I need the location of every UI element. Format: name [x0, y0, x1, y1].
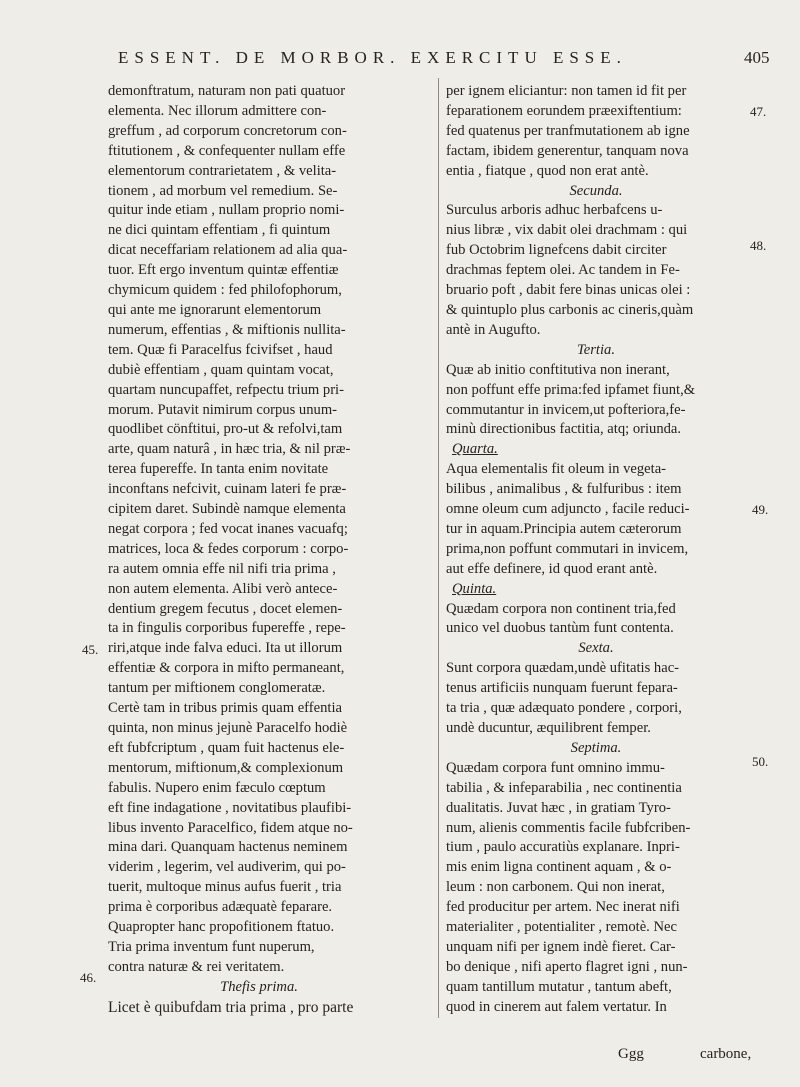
- text-line: tuor. Eft ergo inventum quintæ effentiæ: [108, 262, 339, 279]
- text-line: chymicum quidem : fed philofophorum,: [108, 282, 342, 299]
- section-heading: Secunda.: [569, 182, 623, 199]
- text-line: tium , paulo accuratiùs explanare. Inpri-: [446, 839, 680, 856]
- margin-number: 50.: [752, 754, 769, 769]
- text-line: drachmas feptem olei. Ac tandem in Fe-: [446, 262, 680, 279]
- text-line: ne dici quintam effentiam , fi quintum: [108, 222, 331, 239]
- text-line: elementa. Nec illorum admittere con-: [108, 102, 327, 119]
- text-line: ftitutionem , & confequenter nullam effe: [108, 142, 346, 159]
- section-heading: Quinta.: [452, 580, 497, 597]
- text-line: & quintuplo plus carbonis ac cineris,quàm: [446, 301, 694, 318]
- text-line: tenus artificiis nunquam fuerunt fepara-: [446, 680, 678, 697]
- text-line: inconftans nefcivit, cuinam lateri fe præ-: [108, 481, 347, 498]
- text-line: materialiter , potentialiter , remotè. Nec: [446, 919, 677, 936]
- margin-number: 46.: [80, 970, 97, 985]
- text-line: riri,atque inde falva educi. Ita ut illorum: [108, 640, 343, 657]
- column-divider: [438, 78, 439, 1018]
- margin-number: 49.: [752, 502, 769, 517]
- text-line: unico vel duobus tantùm funt contenta.: [446, 620, 674, 637]
- text-line: quartam nuncupaffet, refpectu trium pri-: [108, 381, 344, 398]
- page-number: 405: [744, 48, 770, 67]
- text-line: tur in aquam.Principia autem cæterorum: [446, 520, 682, 537]
- section-heading: Sexta.: [578, 640, 614, 657]
- text-line: ta in fingulis corporibus fupereffe , repe-: [108, 620, 346, 637]
- text-line: antè in Augufto.: [446, 321, 541, 338]
- text-line: ra autem omnia effe nil nifi tria prima ,: [108, 560, 336, 577]
- right-column: [446, 82, 746, 1018]
- text-line: eft fine indagatione , novitatibus plaufibi-: [108, 799, 352, 816]
- text-line: viderim , legerim, vel audiverim, qui po-: [108, 859, 346, 876]
- text-line: fub Octobrim lignefcens dabit circiter: [446, 242, 667, 259]
- text-line: quam tantillum mutatur , tantum abeft,: [446, 978, 672, 995]
- text-line: Sunt corpora quædam,undè ufitatis hac-: [446, 660, 680, 677]
- text-line: eft fubfcriptum , quam fuit hactenus ele-: [108, 739, 345, 756]
- text-line: elementorum contrarietatem , & velita-: [108, 162, 337, 179]
- text-line: unquam nifi per ignem indè fieret. Car-: [446, 938, 676, 955]
- text-line: Licet è quibufdam tria prima , pro parte: [108, 998, 354, 1016]
- text-line: arte, quam naturâ , in hæc tria, & nil præ-: [108, 441, 351, 458]
- text-line: omne oleum cum adjuncto , facile reduci-: [446, 501, 690, 518]
- text-line: quodlibet cönftitui, pro-ut & refolvi,tam: [108, 421, 343, 438]
- text-line: morum. Putavit nimirum corpus unum-: [108, 401, 338, 418]
- text-line: demonftratum, naturam non pati quatuor: [108, 83, 346, 99]
- text-line: tionem , ad morbum vel remedium. Se-: [108, 182, 338, 199]
- margin-number: 48.: [750, 238, 767, 253]
- text-line: quinta, non minus jejunè Paracelfo hodiè: [108, 720, 348, 736]
- text-line: greffum , ad corporum concretorum con-: [108, 122, 347, 139]
- catchword: carbone,: [700, 1046, 752, 1062]
- text-line: qui ante me ignorarunt elementorum: [108, 301, 322, 318]
- text-line: dentium gregem fecutus , docet elemen-: [108, 600, 343, 617]
- text-line: quod in cinerem aut falem vertatur. In: [446, 998, 667, 1015]
- text-line: Quædam corpora non continent tria,fed: [446, 600, 676, 617]
- text-line: prima è corporibus adæquatè feparare.: [108, 899, 333, 916]
- text-line: Tria prima inventum funt nuperum,: [108, 938, 315, 955]
- text-line: dualitatis. Juvat hæc , in gratiam Tyro-: [446, 799, 671, 816]
- text-line: tem. Quæ fi Paracelfus fcivifset , haud: [108, 341, 333, 358]
- text-line: fed quatenus per tranfmutationem ab igne: [446, 122, 690, 139]
- text-line: dubiè effentiam , quam quintam vocat,: [108, 361, 334, 378]
- signature-mark: Ggg: [618, 1046, 644, 1062]
- text-line: dicat neceffariam relationem ad alia qua-: [108, 242, 348, 259]
- text-line: feparationem eorundem præexiftentium:: [446, 102, 682, 119]
- text-line: numerum, effentias , & miftionis nullita-: [108, 321, 346, 338]
- text-line: negat corpora ; fed vocat inanes vacuafq;: [108, 520, 348, 537]
- text-line: mina dari. Quanquam hactenus neminem: [108, 839, 348, 856]
- text-line: ta tria , quæ adæquato pondere , corpori,: [446, 700, 682, 717]
- text-line: Quæ ab initio conftitutiva non inerant,: [446, 361, 670, 378]
- text-line: per ignem eliciantur: non tamen id fit per: [446, 83, 687, 99]
- text-line: Quapropter hanc propofitionem ftatuo.: [108, 919, 335, 936]
- text-line: mis enim ligna continent aquam , & o-: [446, 859, 672, 876]
- text-line: factam, ibidem generentur, tanquam nova: [446, 142, 689, 159]
- section-heading: Thefis prima.: [220, 978, 298, 995]
- text-line: non autem elementa. Alibi verò antece-: [108, 580, 338, 597]
- text-line: libus invento Paracelfico, fidem atque no-: [108, 819, 353, 836]
- text-line: entia , fiatque , quod non erat antè.: [446, 162, 649, 179]
- text-line: matrices, loca & fedes corporum : corpo-: [108, 540, 349, 557]
- text-line: tuerit, multoque minus aufus fuerit , tria: [108, 879, 342, 896]
- text-line: leum : non carbonem. Qui non inerat,: [446, 879, 665, 896]
- text-line: fed producitur per artem. Nec inerat nifi: [446, 899, 680, 916]
- text-line: Certè tam in tribus primis quam effentia: [108, 700, 342, 717]
- text-line: bilibus , animalibus , & fulfuribus : item: [446, 481, 682, 498]
- text-line: fabulis. Nupero enim fæculo cœptum: [108, 779, 326, 796]
- margin-number: 47.: [750, 104, 767, 119]
- text-line: quitur inde etiam , nullam proprio nomi-: [108, 202, 345, 219]
- text-line: Surculus arboris adhuc herbafcens u-: [446, 202, 663, 219]
- text-line: bo denique , nifi aperto flagret igni , nun-: [446, 958, 688, 975]
- text-line: aut effe definere, id quod erant antè.: [446, 560, 658, 577]
- text-line: nius libræ , vix dabit olei drachmam : qui: [446, 222, 688, 239]
- text-line: tantum per miftionem conglomeratæ.: [108, 680, 326, 697]
- text-line: minù directionibus factitia, atq; oriunda.: [446, 421, 682, 438]
- text-line: effentiæ & corpora in mifto permaneant,: [108, 660, 345, 677]
- margin-number: 45.: [82, 642, 99, 657]
- section-heading: Quarta.: [452, 441, 498, 458]
- text-line: mentorum, miftionum,& complexionum: [108, 759, 344, 776]
- section-heading: Septima.: [570, 739, 622, 756]
- left-column: [108, 82, 410, 1018]
- text-line: commutantur in invicem,ut pofteriora,fe-: [446, 401, 686, 418]
- text-line: contra naturæ & rei veritatem.: [108, 958, 285, 975]
- text-line: tabilia , & infeparabilia , nec continentia: [446, 779, 682, 796]
- text-line: Aqua elementalis fit oleum in vegeta-: [446, 461, 667, 478]
- text-line: non poffunt effe prima:fed ipfamet fiunt,&: [446, 381, 696, 398]
- text-line: bruario poft , dabit fere binas unicas olei :: [446, 282, 691, 299]
- running-header: ESSENT. DE MORBOR. EXERCITU ESSE.: [118, 48, 627, 67]
- text-line: terea fupereffe. In tanta enim novitate: [108, 461, 329, 478]
- text-line: cipitem daret. Subindè namque elementa: [108, 501, 346, 518]
- section-heading: Tertia.: [577, 341, 615, 358]
- text-line: Quædam corpora funt omnino immu-: [446, 759, 665, 776]
- text-line: prima,non poffunt commutari in invicem,: [446, 540, 689, 557]
- text-line: undè ducuntur, æquilibrent femper.: [446, 720, 651, 736]
- text-line: num, alienis commentis facile fubfcriben-: [446, 819, 691, 836]
